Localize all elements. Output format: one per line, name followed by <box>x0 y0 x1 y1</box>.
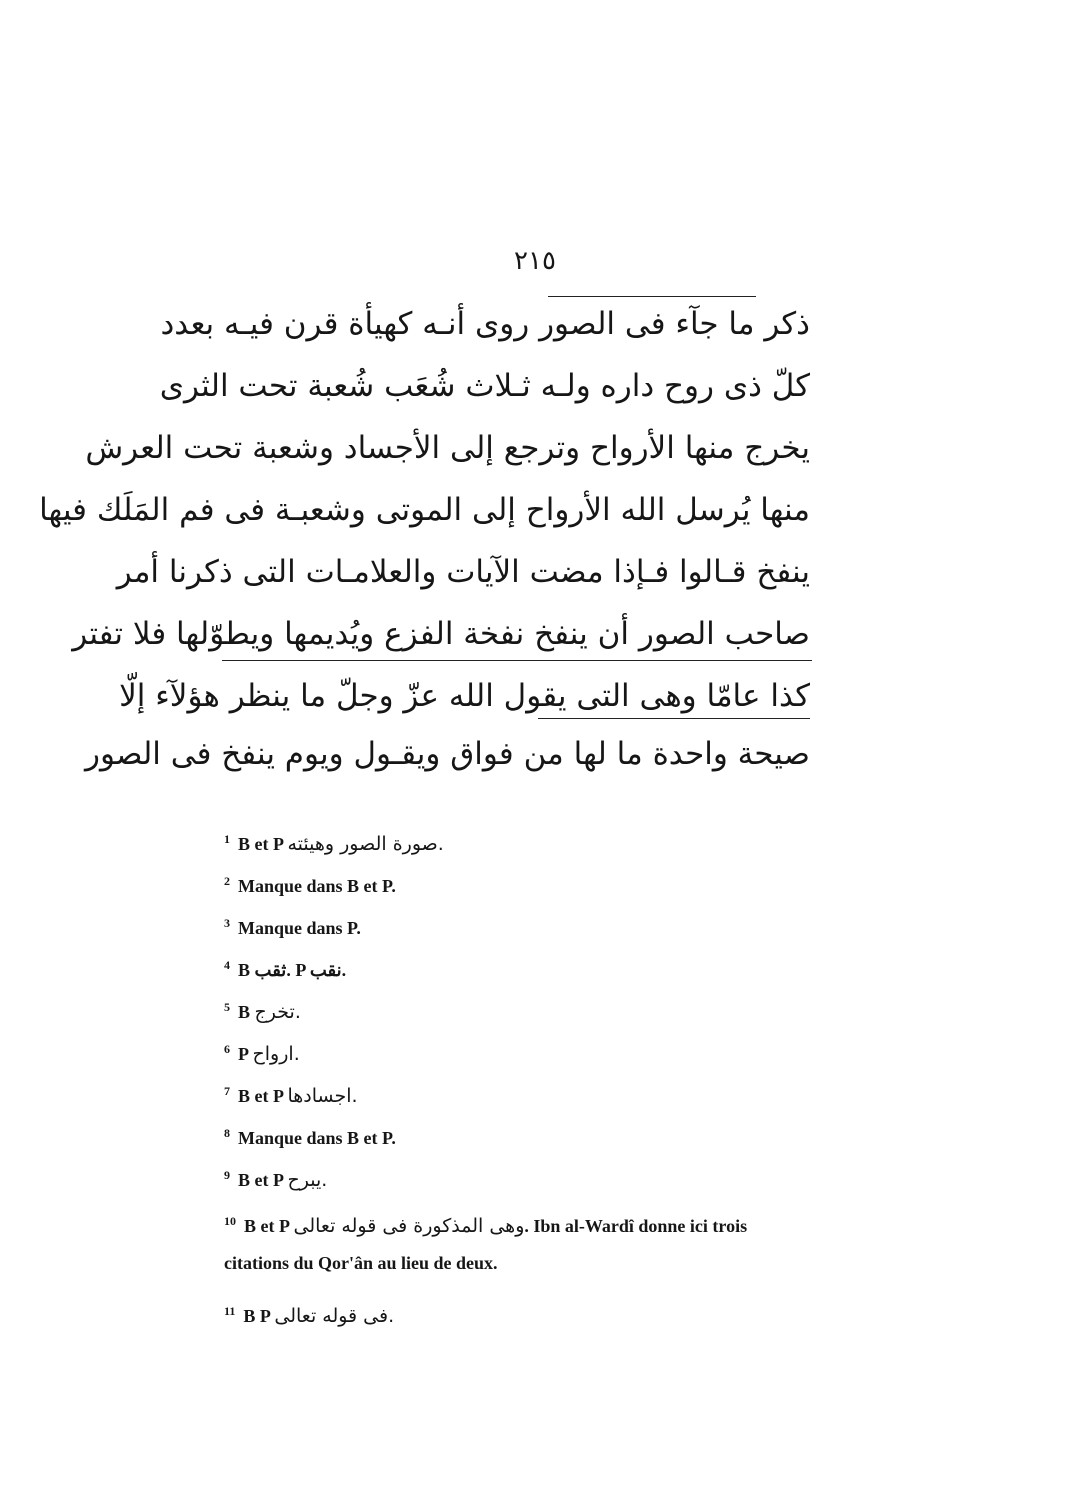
footnote-3: $^3$ Manque dans P. <box>224 916 361 938</box>
footnote-10-continuation: citations du Qor'ân au lieu de deux. <box>224 1253 498 1273</box>
footnote-2: $^2$ Manque dans B et P. <box>224 874 396 896</box>
page-number: ٢١٥ <box>514 246 556 276</box>
text-line-7: كذا عامّا وهى التى يقول الله عزّ وجلّ ما ينظر هؤلآء إلّا <box>119 678 810 714</box>
footnote-5: $^5$ B .تخرج <box>224 1000 301 1023</box>
text-line-3: يخرج منها الأرواح وترجع إلى الأجساد وشعبة تحت العرش <box>85 430 810 466</box>
footnote-11: $^{11}$ B P .فى قوله تعالى <box>224 1304 395 1327</box>
footnote-6: $^6$ P .ارواح <box>224 1042 300 1065</box>
footnote-8: $^8$ Manque dans B et P. <box>224 1126 396 1148</box>
rule-line-6 <box>222 660 812 661</box>
footnote-10: $^{10}$ B et P وهى المذكورة فى قوله تعالى. Ibn al-Wardî donne ici trois <box>224 1214 748 1237</box>
footnote-7: $^7$ B et P .اجسادها <box>224 1084 358 1107</box>
rule-line-7 <box>538 718 810 719</box>
footnote-1: $^1$ B et P .صورة الصور وهيئته <box>224 832 444 855</box>
footnote-9: $^9$ B et P .يبرح <box>224 1168 328 1191</box>
text-line-4: منها يُرسل الله الأرواح إلى الموتى وشعبـة فى فم المَلَك فيها <box>39 492 810 528</box>
text-line-1: ذكر ما جآء فى الصور روى أنـه كهيأة قرن فيـه بعدد <box>160 306 810 342</box>
footnote-4: $^4$ B ثقب. P نقب. <box>224 958 347 980</box>
main-text-block <box>39 292 810 776</box>
text-line-2: كلّ ذى روح داره ولـه ثـلاث شُعَب شُعبة تحت الثرى <box>159 368 810 404</box>
text-line-8: صيحة واحدة ما لها من فواق ويقـول ويوم ينفخ فى الصور <box>84 736 810 772</box>
text-line-5: ينفخ قـالوا فـإذا مضت الآيات والعلامـات التى ذكرنا أمر <box>116 554 810 590</box>
text-line-6: صاحب الصور أن ينفخ نفخة الفزع ويُديمها ويطوّلها فلا تفتر <box>72 616 810 652</box>
